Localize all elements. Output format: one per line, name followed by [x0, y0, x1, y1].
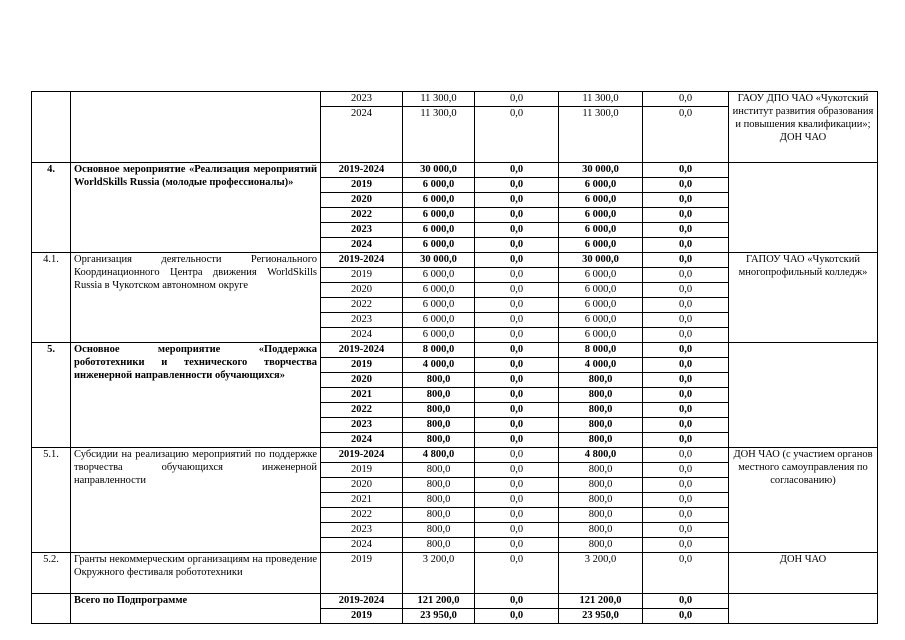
- amount-cell: 6 000,0: [559, 208, 643, 223]
- total-cell: 800,0: [403, 373, 475, 388]
- amount-cell: 800,0: [559, 508, 643, 523]
- item-name: [71, 92, 321, 163]
- table-row: [32, 92, 878, 107]
- year-cell: 2019: [321, 463, 403, 478]
- amount-cell: 0,0: [475, 298, 559, 313]
- amount-cell: 0,0: [643, 163, 729, 178]
- amount-cell: 800,0: [559, 538, 643, 553]
- table-row: [32, 253, 878, 268]
- total-cell: 800,0: [403, 478, 475, 493]
- executor-cell: ГАОУ ДПО ЧАО «Чукотский институт развития образования и повышения квалификации»; ДОН ЧАО: [729, 92, 878, 163]
- executor-cell: [729, 163, 878, 253]
- amount-cell: 800,0: [559, 433, 643, 448]
- amount-cell: 0,0: [643, 313, 729, 328]
- amount-cell: 0,0: [475, 358, 559, 373]
- total-cell: 6 000,0: [403, 268, 475, 283]
- amount-cell: 4 800,0: [559, 448, 643, 463]
- amount-cell: 0,0: [475, 493, 559, 508]
- amount-cell: 6 000,0: [559, 298, 643, 313]
- year-cell: 2019-2024: [321, 253, 403, 268]
- amount-cell: 0,0: [643, 508, 729, 523]
- amount-cell: 0,0: [643, 298, 729, 313]
- item-number: 4.1.: [32, 253, 71, 343]
- total-cell: 800,0: [403, 523, 475, 538]
- amount-cell: 0,0: [475, 328, 559, 343]
- amount-cell: 30 000,0: [559, 253, 643, 268]
- year-cell: 2022: [321, 508, 403, 523]
- amount-cell: 800,0: [559, 388, 643, 403]
- amount-cell: 0,0: [643, 92, 729, 107]
- amount-cell: 11 300,0: [559, 92, 643, 107]
- item-number: 5.: [32, 343, 71, 448]
- amount-cell: 6 000,0: [559, 223, 643, 238]
- amount-cell: 0,0: [475, 609, 559, 624]
- amount-cell: 0,0: [475, 448, 559, 463]
- amount-cell: 0,0: [475, 403, 559, 418]
- total-cell: 800,0: [403, 538, 475, 553]
- total-cell: 800,0: [403, 493, 475, 508]
- table-row: [32, 553, 878, 594]
- amount-cell: 6 000,0: [559, 238, 643, 253]
- total-cell: 6 000,0: [403, 313, 475, 328]
- item-name: Основное мероприятие «Реализация мероприятий WorldSkills Russia (молодые профессионалы)»: [71, 163, 321, 253]
- amount-cell: 800,0: [559, 463, 643, 478]
- amount-cell: 800,0: [559, 523, 643, 538]
- table-row: [32, 594, 878, 609]
- amount-cell: 0,0: [475, 223, 559, 238]
- amount-cell: 6 000,0: [559, 268, 643, 283]
- year-cell: 2024: [321, 538, 403, 553]
- program-budget-table: [31, 91, 878, 624]
- amount-cell: 0,0: [475, 193, 559, 208]
- amount-cell: 11 300,0: [559, 107, 643, 163]
- year-cell: 2023: [321, 313, 403, 328]
- amount-cell: 0,0: [475, 508, 559, 523]
- amount-cell: 0,0: [643, 448, 729, 463]
- amount-cell: 0,0: [475, 538, 559, 553]
- year-cell: 2020: [321, 373, 403, 388]
- amount-cell: 0,0: [475, 594, 559, 609]
- year-cell: 2019-2024: [321, 594, 403, 609]
- item-number: 4.: [32, 163, 71, 253]
- amount-cell: 30 000,0: [559, 163, 643, 178]
- amount-cell: 0,0: [643, 358, 729, 373]
- year-cell: 2024: [321, 433, 403, 448]
- total-cell: 3 200,0: [403, 553, 475, 594]
- amount-cell: 800,0: [559, 403, 643, 418]
- item-number: 5.2.: [32, 553, 71, 594]
- amount-cell: 6 000,0: [559, 193, 643, 208]
- amount-cell: 0,0: [643, 343, 729, 358]
- total-cell: 800,0: [403, 403, 475, 418]
- amount-cell: 0,0: [475, 268, 559, 283]
- amount-cell: 0,0: [475, 373, 559, 388]
- amount-cell: 0,0: [643, 107, 729, 163]
- amount-cell: 0,0: [475, 478, 559, 493]
- year-cell: 2021: [321, 493, 403, 508]
- year-cell: 2019: [321, 178, 403, 193]
- amount-cell: 8 000,0: [559, 343, 643, 358]
- item-name: Основное мероприятие «Поддержка робототехники и технического творчества инженерной направленности обучающихся»: [71, 343, 321, 448]
- total-cell: 6 000,0: [403, 283, 475, 298]
- amount-cell: 800,0: [559, 373, 643, 388]
- total-cell: 11 300,0: [403, 92, 475, 107]
- amount-cell: 0,0: [643, 178, 729, 193]
- item-name: Гранты некоммерческим организациям на проведение Окружного фестиваля робототехники: [71, 553, 321, 594]
- amount-cell: 0,0: [475, 283, 559, 298]
- total-cell: 6 000,0: [403, 223, 475, 238]
- amount-cell: 0,0: [475, 163, 559, 178]
- total-cell: 8 000,0: [403, 343, 475, 358]
- total-cell: 6 000,0: [403, 208, 475, 223]
- amount-cell: 0,0: [475, 388, 559, 403]
- amount-cell: 0,0: [643, 223, 729, 238]
- amount-cell: 6 000,0: [559, 313, 643, 328]
- amount-cell: 0,0: [643, 403, 729, 418]
- executor-cell: ДОН ЧАО (с участием органов местного самоуправления по согласованию): [729, 448, 878, 553]
- year-cell: 2020: [321, 283, 403, 298]
- total-cell: 800,0: [403, 388, 475, 403]
- amount-cell: 0,0: [643, 193, 729, 208]
- year-cell: 2022: [321, 298, 403, 313]
- amount-cell: 0,0: [475, 313, 559, 328]
- amount-cell: 800,0: [559, 418, 643, 433]
- amount-cell: 0,0: [643, 268, 729, 283]
- year-cell: 2021: [321, 388, 403, 403]
- amount-cell: 0,0: [643, 594, 729, 609]
- total-cell: 800,0: [403, 433, 475, 448]
- item-name: Субсидии на реализацию мероприятий по поддержке творчества обучающихся инженерной направленности: [71, 448, 321, 553]
- item-name: Организация деятельности Регионального Координационного Центра движения WorldSkills Russia в Чукотском автономном округе: [71, 253, 321, 343]
- total-cell: 6 000,0: [403, 298, 475, 313]
- item-number: [32, 92, 71, 163]
- executor-cell: [729, 594, 878, 624]
- year-cell: 2020: [321, 193, 403, 208]
- amount-cell: 6 000,0: [559, 328, 643, 343]
- amount-cell: 0,0: [643, 523, 729, 538]
- amount-cell: 0,0: [643, 238, 729, 253]
- amount-cell: 0,0: [475, 418, 559, 433]
- total-cell: 6 000,0: [403, 238, 475, 253]
- year-cell: 2022: [321, 208, 403, 223]
- amount-cell: 0,0: [643, 283, 729, 298]
- total-cell: 800,0: [403, 418, 475, 433]
- amount-cell: 0,0: [643, 493, 729, 508]
- amount-cell: 6 000,0: [559, 178, 643, 193]
- year-cell: 2023: [321, 92, 403, 107]
- amount-cell: 6 000,0: [559, 283, 643, 298]
- year-cell: 2023: [321, 523, 403, 538]
- amount-cell: 0,0: [475, 253, 559, 268]
- year-cell: 2019-2024: [321, 163, 403, 178]
- amount-cell: 0,0: [475, 553, 559, 594]
- amount-cell: 3 200,0: [559, 553, 643, 594]
- amount-cell: 0,0: [475, 208, 559, 223]
- amount-cell: 0,0: [643, 328, 729, 343]
- total-cell: 30 000,0: [403, 163, 475, 178]
- item-number: [32, 594, 71, 624]
- amount-cell: 0,0: [643, 609, 729, 624]
- amount-cell: 0,0: [475, 238, 559, 253]
- total-cell: 23 950,0: [403, 609, 475, 624]
- amount-cell: 0,0: [643, 553, 729, 594]
- table-row: [32, 163, 878, 178]
- year-cell: 2019-2024: [321, 448, 403, 463]
- amount-cell: 0,0: [643, 373, 729, 388]
- amount-cell: 0,0: [475, 523, 559, 538]
- total-cell: 800,0: [403, 508, 475, 523]
- year-cell: 2024: [321, 238, 403, 253]
- amount-cell: 800,0: [559, 478, 643, 493]
- amount-cell: 121 200,0: [559, 594, 643, 609]
- amount-cell: 0,0: [475, 107, 559, 163]
- item-number: 5.1.: [32, 448, 71, 553]
- total-cell: 30 000,0: [403, 253, 475, 268]
- amount-cell: 800,0: [559, 493, 643, 508]
- year-cell: 2019: [321, 358, 403, 373]
- amount-cell: 4 000,0: [559, 358, 643, 373]
- total-cell: 800,0: [403, 463, 475, 478]
- total-cell: 121 200,0: [403, 594, 475, 609]
- amount-cell: 0,0: [643, 418, 729, 433]
- table-row: [32, 343, 878, 358]
- year-cell: 2020: [321, 478, 403, 493]
- year-cell: 2019: [321, 553, 403, 594]
- amount-cell: 0,0: [475, 433, 559, 448]
- year-cell: 2023: [321, 223, 403, 238]
- total-cell: 6 000,0: [403, 178, 475, 193]
- executor-cell: ГАПОУ ЧАО «Чукотский многопрофильный колледж»: [729, 253, 878, 343]
- year-cell: 2019-2024: [321, 343, 403, 358]
- subprogram-total-label: Всего по Подпрограмме: [71, 594, 321, 624]
- amount-cell: 0,0: [643, 538, 729, 553]
- year-cell: 2023: [321, 418, 403, 433]
- year-cell: 2024: [321, 107, 403, 163]
- amount-cell: 0,0: [475, 178, 559, 193]
- amount-cell: 0,0: [643, 433, 729, 448]
- amount-cell: 23 950,0: [559, 609, 643, 624]
- total-cell: 6 000,0: [403, 193, 475, 208]
- amount-cell: 0,0: [643, 463, 729, 478]
- total-cell: 4 800,0: [403, 448, 475, 463]
- amount-cell: 0,0: [643, 253, 729, 268]
- executor-cell: ДОН ЧАО: [729, 553, 878, 594]
- year-cell: 2022: [321, 403, 403, 418]
- year-cell: 2024: [321, 328, 403, 343]
- total-cell: 4 000,0: [403, 358, 475, 373]
- executor-cell: [729, 343, 878, 448]
- amount-cell: 0,0: [643, 208, 729, 223]
- amount-cell: 0,0: [475, 92, 559, 107]
- table-row: [32, 448, 878, 463]
- year-cell: 2019: [321, 268, 403, 283]
- year-cell: 2019: [321, 609, 403, 624]
- total-cell: 6 000,0: [403, 328, 475, 343]
- amount-cell: 0,0: [643, 388, 729, 403]
- total-cell: 11 300,0: [403, 107, 475, 163]
- amount-cell: 0,0: [643, 478, 729, 493]
- amount-cell: 0,0: [475, 463, 559, 478]
- amount-cell: 0,0: [475, 343, 559, 358]
